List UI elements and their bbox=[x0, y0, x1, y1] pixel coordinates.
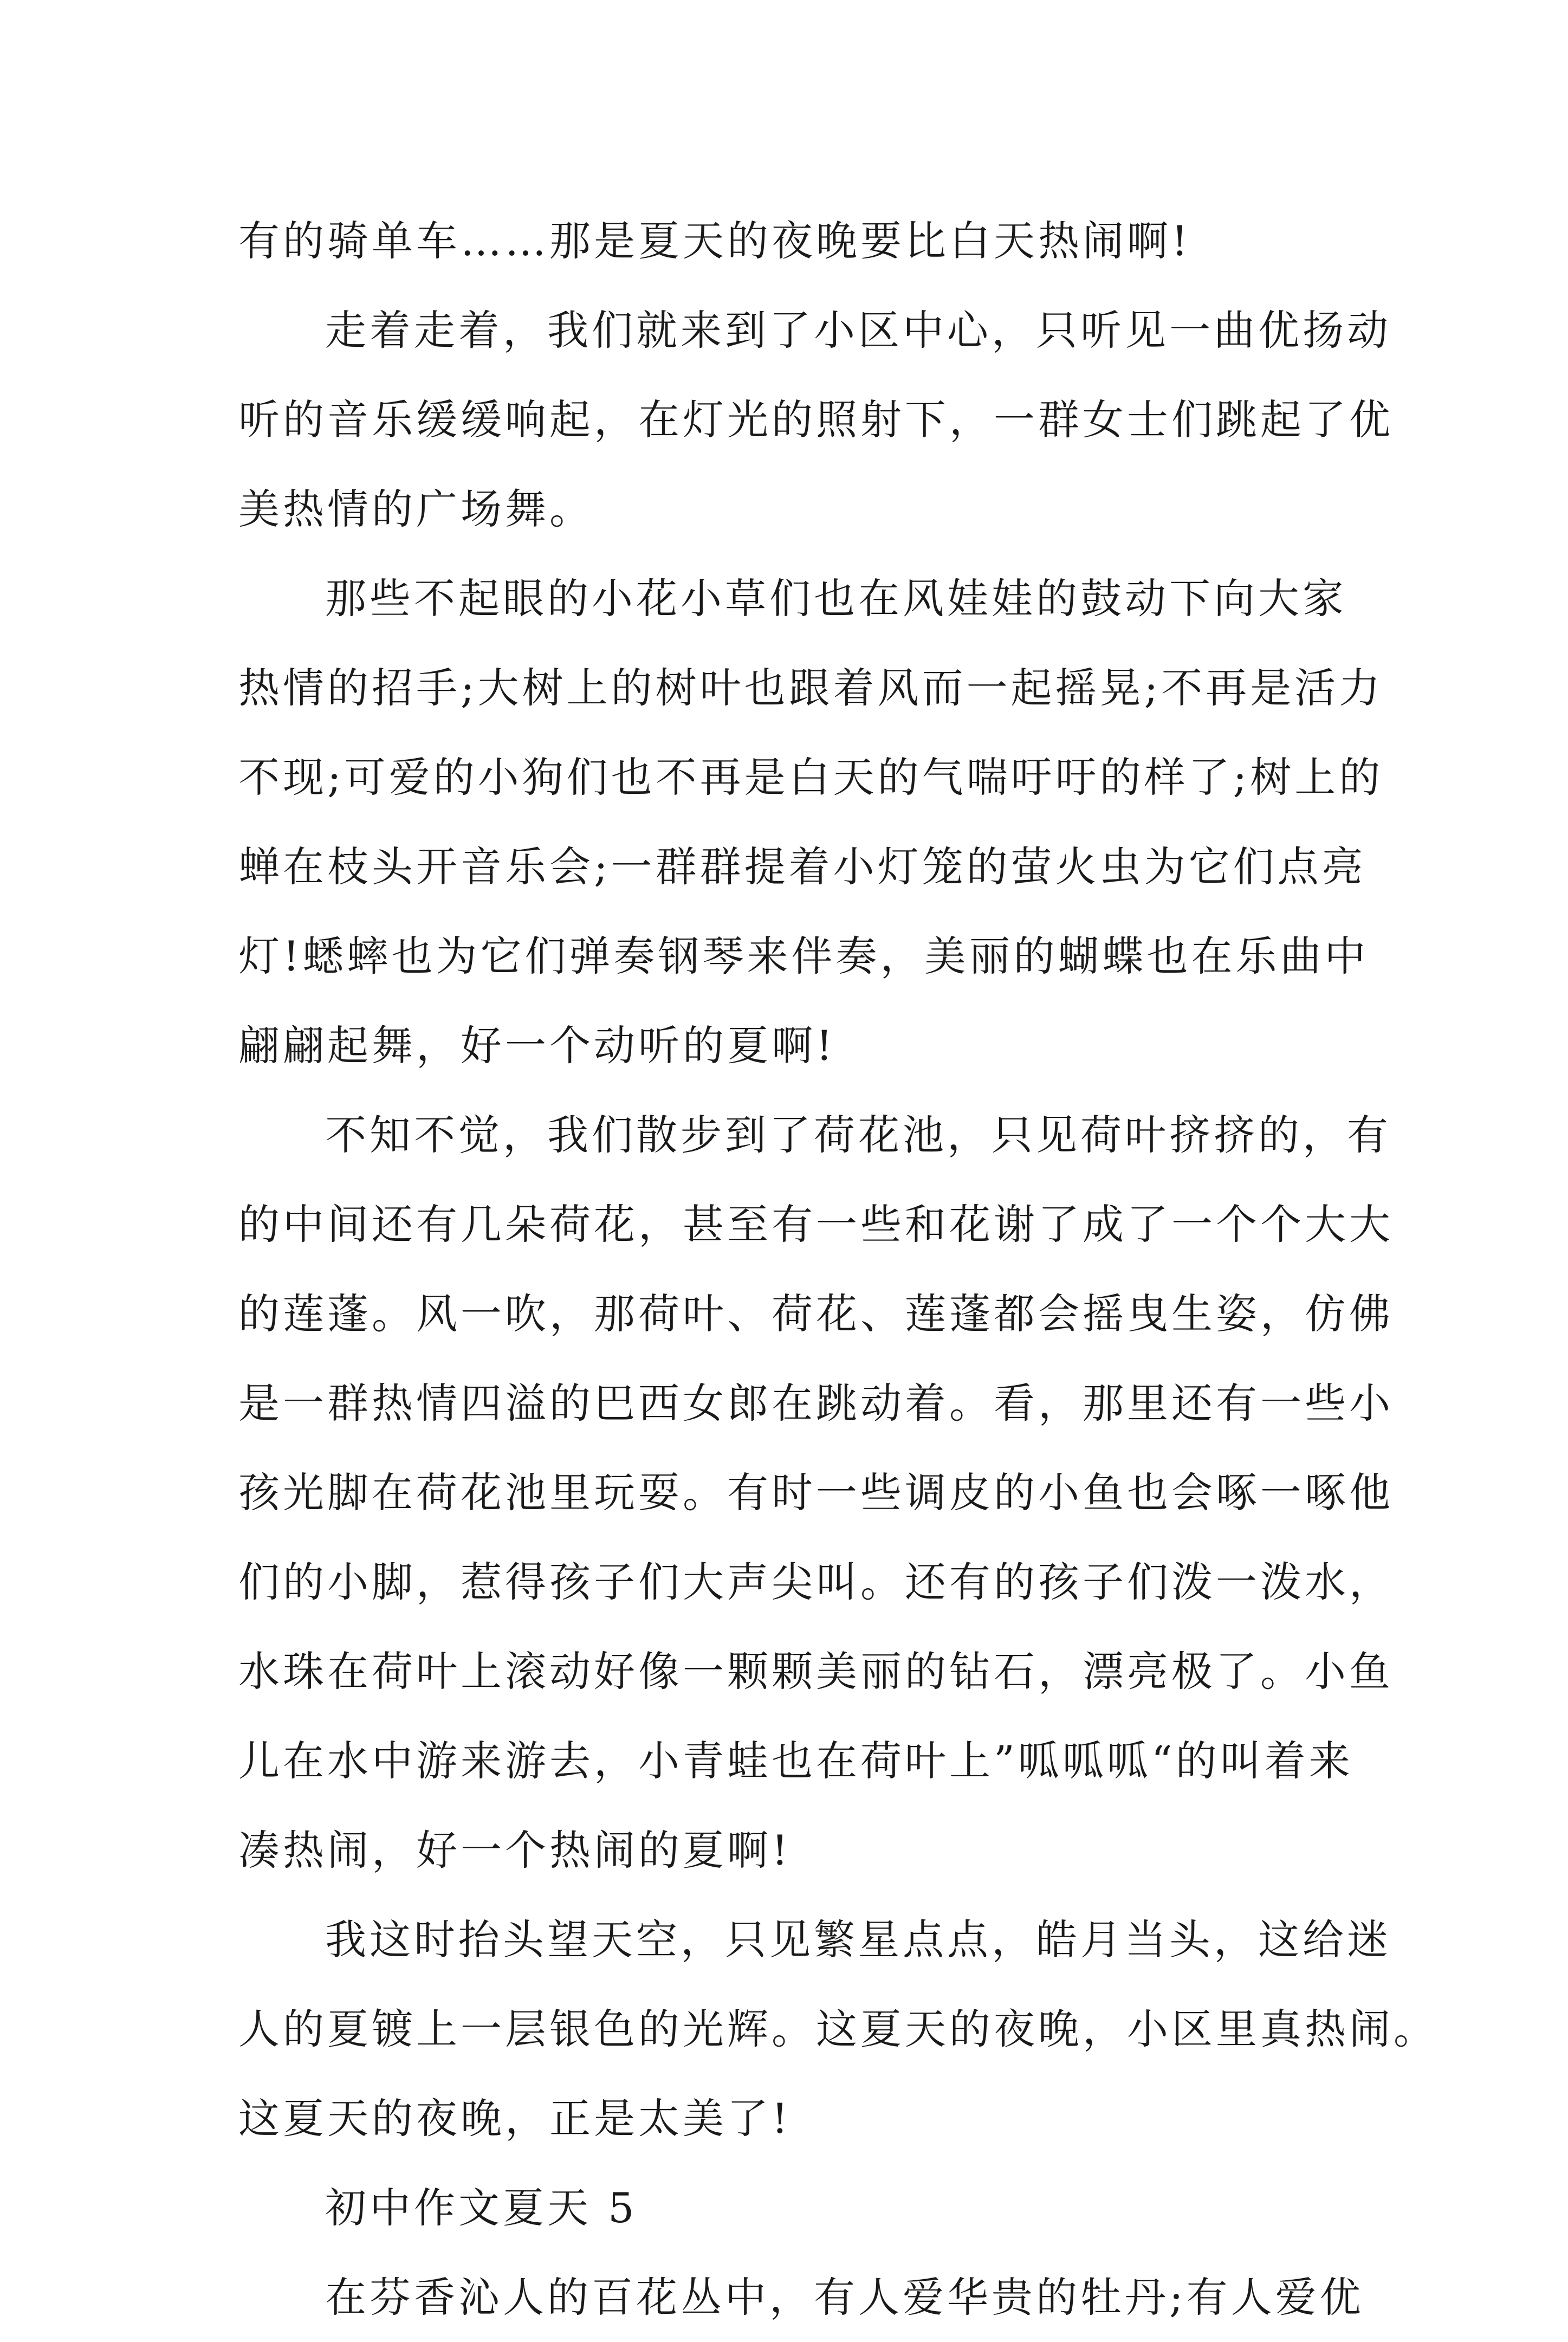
essay-body bbox=[238, 196, 1438, 2342]
text-line: 热情的招手;大树上的树叶也跟着风而一起摇晃;不再是活力 bbox=[238, 664, 1384, 712]
text-line: 不现;可爱的小狗们也不再是白天的气喘吁吁的样了;树上的 bbox=[238, 753, 1384, 801]
text-line: 这夏天的夜晚，正是太美了! bbox=[238, 2094, 792, 2143]
text-line: 孩光脚在荷花池里玩耍。有时一些调皮的小鱼也会啄一啄他 bbox=[238, 1468, 1394, 1517]
text-line: 儿在水中游来游去，小青蛙也在荷叶上”呱呱呱“的叫着来 bbox=[238, 1737, 1353, 1785]
text-line: 人的夏镀上一层银色的光辉。这夏天的夜晚，小区里真热闹。 bbox=[238, 2005, 1438, 2053]
text-line: 凑热闹，好一个热闹的夏啊! bbox=[238, 1826, 792, 1874]
text-line: 水珠在荷叶上滚动好像一颗颗美丽的钻石，漂亮极了。小鱼 bbox=[238, 1647, 1394, 1696]
text-line: 我这时抬头望天空，只见繁星点点，皓月当头，这给迷 bbox=[325, 1916, 1391, 1964]
text-line: 在芬香沁人的百花丛中，有人爱华贵的牡丹;有人爱优 bbox=[325, 2273, 1364, 2321]
text-line: 美热情的广场舞。 bbox=[238, 485, 594, 533]
text-line: 听的音乐缓缓响起，在灯光的照射下，一群女士们跳起了优 bbox=[238, 396, 1394, 444]
text-line: 灯!蟋蟀也为它们弹奏钢琴来伴奏，美丽的蝴蝶也在乐曲中 bbox=[238, 932, 1369, 980]
text-line: 不知不觉，我们散步到了荷花池，只见荷叶挤挤的，有 bbox=[325, 1111, 1391, 1159]
text-line: 有的骑单车……那是夏天的夜晚要比白天热闹啊! bbox=[238, 217, 1191, 265]
text-line: 走着走着，我们就来到了小区中心，只听见一曲优扬动 bbox=[325, 306, 1391, 354]
text-line: 的中间还有几朵荷花，甚至有一些和花谢了成了一个个大大 bbox=[238, 1200, 1394, 1248]
text-line: 那些不起眼的小花小草们也在风娃娃的鼓动下向大家 bbox=[325, 574, 1347, 623]
text-line: 的莲蓬。风一吹，那荷叶、荷花、莲蓬都会摇曳生姿，仿佛 bbox=[238, 1290, 1394, 1338]
text-line: 们的小脚，惹得孩子们大声尖叫。还有的孩子们泼一泼水， bbox=[238, 1558, 1394, 1606]
text-line: 蝉在枝头开音乐会;一群群提着小灯笼的萤火虫为它们点亮 bbox=[238, 843, 1366, 891]
text-line: 翩翩起舞，好一个动听的夏啊! bbox=[238, 1021, 836, 1070]
section-heading: 初中作文夏天 5 bbox=[325, 2184, 638, 2232]
text-line: 是一群热情四溢的巴西女郎在跳动着。看，那里还有一些小 bbox=[238, 1379, 1394, 1427]
